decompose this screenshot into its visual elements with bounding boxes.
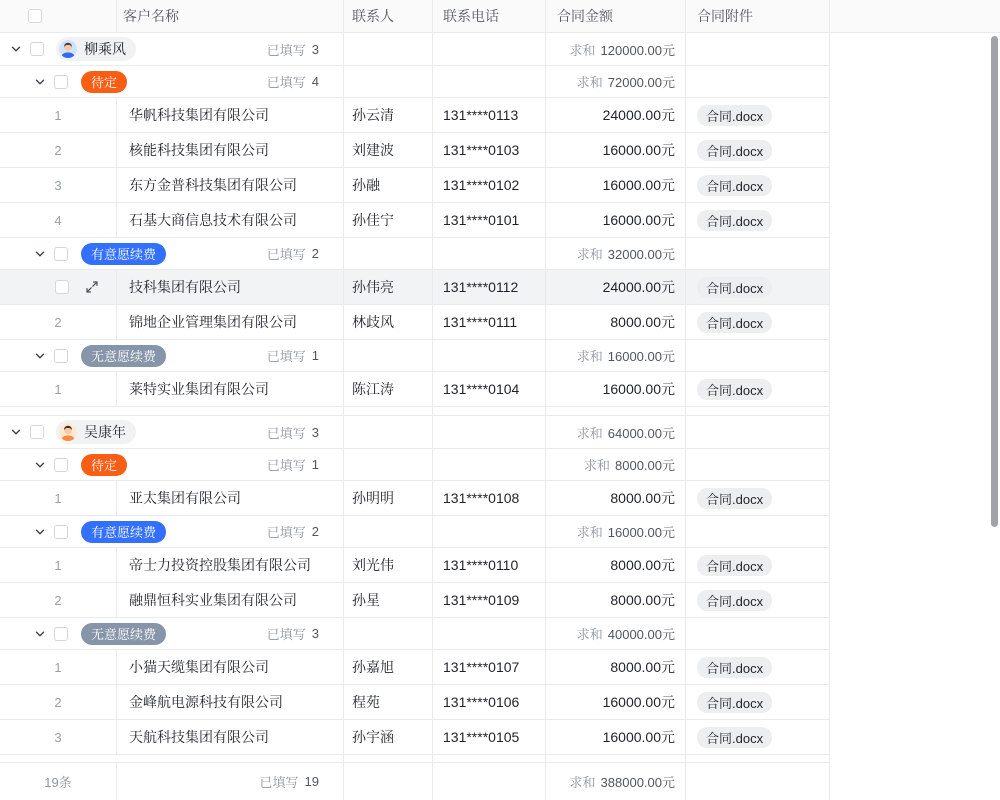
column-header-amount[interactable] [546,0,686,32]
column-header-contact[interactable] [344,0,433,32]
phone-cell[interactable] [433,133,546,167]
contact-name: 孙云清 [352,107,394,123]
vertical-scrollbar[interactable] [991,36,998,527]
contact-name: 陈江涛 [352,381,394,397]
contract-amount: 8000.00元 [610,314,675,330]
group-sum-cell [546,33,686,65]
row-number: 3 [54,177,62,193]
chevron-down-icon[interactable] [10,426,22,438]
row-handle-cell[interactable] [0,481,117,515]
group-checkbox[interactable] [54,75,68,89]
sum-value: 40000.00元 [607,627,675,642]
filled-count-group [267,72,319,91]
select-all-cell [0,0,117,32]
filled-count-group [267,346,319,365]
customer-name-cell[interactable] [117,98,344,132]
contract-amount: 8000.00元 [610,490,675,506]
sum-label: 求和 [583,458,610,473]
column-header-phone[interactable] [433,0,546,32]
status-pill: 无意愿续费 [81,345,166,367]
filled-value: 3 [311,626,319,641]
group-row-status[interactable] [0,516,830,548]
table-rows [0,33,1000,755]
group-row-status[interactable] [0,340,830,372]
filled-count-group [267,244,319,263]
attachment-file[interactable]: 合同.docx [697,555,772,576]
contact-cell[interactable] [344,133,433,167]
row-handle-cell[interactable] [0,133,117,167]
customer-name-cell[interactable] [117,270,344,304]
sum-value: 72000.00元 [607,75,675,90]
chevron-down-icon[interactable] [34,459,46,471]
table-footer [0,763,830,800]
customer-name-cell[interactable] [117,720,344,754]
group-checkbox[interactable] [54,525,68,539]
sum-value: 64000.00元 [607,425,675,441]
table-row[interactable] [0,168,830,203]
attachment-cell[interactable] [686,98,830,132]
attachment-file[interactable]: 合同.docx [697,590,772,611]
company-name: 东方金普科技集团有限公司 [129,177,297,193]
record-count-cell [0,763,117,800]
company-name: 金峰航电源科技有限公司 [129,694,283,710]
row-handle-cell[interactable] [0,372,117,406]
contact-name: 孙伟亮 [352,279,394,295]
group-sum-cell [546,516,686,547]
amount-cell[interactable] [546,685,686,719]
select-all-checkbox[interactable] [28,9,42,23]
attachment-cell[interactable] [686,372,830,406]
filled-label: 已填写 [266,247,306,262]
header-filler [830,0,1000,32]
attachment-file[interactable]: 合同.docx [697,692,772,713]
row-number: 1 [54,107,62,123]
contract-amount: 8000.00元 [610,592,675,608]
footer-sum-cell [546,763,686,800]
contact-cell[interactable] [344,270,433,304]
filled-label: 已填写 [266,349,306,364]
chevron-down-icon[interactable] [34,526,46,538]
phone-number: 131****0108 [443,490,520,506]
contact-cell[interactable] [344,98,433,132]
attachment-cell[interactable] [686,650,830,684]
group-row-status[interactable] [0,66,830,98]
sum-label: 求和 [576,349,603,364]
company-name: 核能科技集团有限公司 [129,142,269,158]
chevron-down-icon[interactable] [34,248,46,260]
status-pill: 无意愿续费 [81,623,166,645]
amount-cell[interactable] [546,168,686,202]
group-row-member[interactable] [0,416,830,449]
attachment-cell[interactable] [686,720,830,754]
contact-cell[interactable] [344,372,433,406]
group-row-status[interactable] [0,449,830,481]
row-number: 2 [54,314,62,330]
row-handle-cell[interactable] [0,548,117,582]
group-sum-cell [546,618,686,649]
column-label: 联系人 [352,8,394,24]
attachment-file[interactable]: 合同.docx [697,379,772,400]
row-handle-cell[interactable] [0,720,117,754]
contact-name: 刘建波 [352,142,394,158]
contact-name: 孙星 [352,592,380,608]
amount-cell[interactable] [546,305,686,339]
avatar-female-icon [59,40,77,58]
attachment-file[interactable]: 合同.docx [697,175,772,196]
group-row-status[interactable] [0,238,830,270]
group-sum-cell [546,416,686,448]
table-header [0,0,1000,33]
phone-cell[interactable] [433,168,546,202]
row-handle-cell[interactable] [0,685,117,719]
table-row[interactable] [0,583,830,618]
avatar-male-icon [59,423,77,441]
phone-number: 131****0104 [443,381,520,397]
contract-amount: 16000.00元 [602,142,675,158]
contract-amount: 16000.00元 [602,381,675,397]
attachment-cell[interactable] [686,133,830,167]
company-name: 天航科技集团有限公司 [129,729,269,745]
customer-name-cell[interactable] [117,372,344,406]
filled-label: 已填写 [266,75,306,90]
table-row[interactable] [0,650,830,685]
row-number: 2 [54,592,62,608]
attachment-file[interactable]: 合同.docx [697,140,772,161]
amount-cell[interactable] [546,98,686,132]
sum-value: 120000.00元 [600,42,675,58]
phone-number: 131****0113 [443,107,519,123]
filled-value: 3 [311,424,319,440]
contact-cell[interactable] [344,720,433,754]
customer-name-cell[interactable] [117,548,344,582]
contact-cell[interactable] [344,685,433,719]
row-handle-cell[interactable] [0,203,117,237]
phone-cell[interactable] [433,98,546,132]
filled-count-group [267,40,319,59]
customer-name-cell[interactable] [117,133,344,167]
row-number: 3 [54,729,62,745]
phone-cell[interactable] [433,481,546,515]
amount-cell[interactable] [546,270,686,304]
sum-label: 求和 [576,247,603,262]
row-number: 2 [54,142,62,158]
attachment-file[interactable]: 合同.docx [697,727,772,748]
company-name: 小猫天缆集团有限公司 [129,659,269,675]
company-name: 融鼎恒科实业集团有限公司 [129,592,297,608]
company-name: 锦地企业管理集团有限公司 [129,314,297,330]
amount-cell[interactable] [546,481,686,515]
contact-cell[interactable] [344,548,433,582]
filled-label: 已填写 [266,525,306,540]
amount-cell[interactable] [546,203,686,237]
contact-name: 孙明明 [352,490,394,506]
table-row[interactable] [0,481,830,516]
attachment-file[interactable]: 合同.docx [697,277,772,298]
phone-number: 131****0106 [443,694,520,710]
group-checkbox[interactable] [30,425,44,439]
filled-value: 1 [311,457,319,472]
expand-record-icon[interactable] [85,280,99,294]
phone-cell[interactable] [433,305,546,339]
column-label: 合同金额 [557,8,613,24]
phone-number: 131****0105 [443,729,520,745]
customer-name-cell[interactable] [117,481,344,515]
phone-cell[interactable] [433,583,546,617]
sum-value: 32000.00元 [607,247,675,262]
filled-value: 3 [311,41,319,57]
group-row-member[interactable] [0,33,830,66]
row-number: 1 [54,490,62,506]
company-name: 石基大商信息技术有限公司 [129,212,297,228]
footer-filled-label: 已填写 [259,775,299,790]
column-header-customer-name[interactable] [117,0,344,32]
phone-cell[interactable] [433,270,546,304]
contract-amount: 8000.00元 [610,557,675,573]
sum-value: 8000.00元 [615,458,675,473]
table-row[interactable] [0,685,830,720]
row-number: 1 [54,381,62,397]
company-name: 亚太集团有限公司 [129,490,241,506]
phone-cell[interactable] [433,720,546,754]
footer-filled-cell [117,763,344,800]
contract-amount: 16000.00元 [602,212,675,228]
attachment-file[interactable]: 合同.docx [697,312,772,333]
sum-label: 求和 [576,525,603,540]
contact-name: 林歧风 [352,314,394,330]
contact-cell[interactable] [344,583,433,617]
member-name: 吴康年 [84,424,126,440]
phone-cell[interactable] [433,548,546,582]
phone-number: 131****0103 [443,142,520,158]
group-sum-cell [546,238,686,269]
column-label: 联系电话 [443,8,499,24]
row-handle-cell[interactable] [0,98,117,132]
row-handle-cell[interactable] [0,168,117,202]
customer-name-cell[interactable] [117,203,344,237]
chevron-down-icon[interactable] [34,628,46,640]
amount-cell[interactable] [546,583,686,617]
row-number: 2 [54,694,62,710]
table-row[interactable] [0,270,830,305]
contact-cell[interactable] [344,168,433,202]
filled-value: 2 [311,524,319,539]
attachment-cell[interactable] [686,583,830,617]
row-handle-cell[interactable] [0,583,117,617]
phone-number: 131****0109 [443,592,520,608]
attachment-cell[interactable] [686,685,830,719]
sum-value: 16000.00元 [607,525,675,540]
attachment-file[interactable]: 合同.docx [697,105,772,126]
table-row[interactable] [0,133,830,168]
column-label: 合同附件 [697,8,753,24]
company-name: 华帆科技集团有限公司 [129,107,269,123]
table-row[interactable] [0,548,830,583]
phone-cell[interactable] [433,685,546,719]
member-pill [56,37,136,61]
contract-amount: 24000.00元 [602,107,675,123]
chevron-down-icon[interactable] [10,43,22,55]
amount-cell[interactable] [546,548,686,582]
contract-amount: 8000.00元 [610,659,675,675]
customer-name-cell[interactable] [117,583,344,617]
sum-label: 求和 [576,75,603,90]
group-checkbox[interactable] [54,349,68,363]
row-handle-cell[interactable] [0,650,117,684]
contact-name: 孙嘉旭 [352,659,394,675]
company-name: 帝士力投资控股集团有限公司 [129,557,311,573]
footer-sum-label: 求和 [569,775,596,790]
row-checkbox[interactable] [55,280,69,294]
contact-cell[interactable] [344,650,433,684]
group-separator [0,407,830,416]
contract-amount: 16000.00元 [602,694,675,710]
chevron-down-icon[interactable] [34,350,46,362]
group-checkbox[interactable] [54,458,68,472]
footer-sum-value: 388000.00元 [600,775,675,790]
status-pill: 待定 [81,71,127,93]
contact-cell[interactable] [344,305,433,339]
filled-label: 已填写 [266,425,306,441]
company-name: 技科集团有限公司 [129,279,241,295]
status-pill: 有意愿续费 [81,521,166,543]
footer-separator [0,755,830,763]
contact-name: 程苑 [352,694,380,710]
table-row[interactable] [0,720,830,755]
group-sum-cell [546,66,686,97]
filled-label: 已填写 [266,627,306,642]
contact-name: 孙宇涵 [352,729,394,745]
contract-amount: 24000.00元 [602,279,675,295]
contact-name: 刘光伟 [352,557,394,573]
table-row[interactable] [0,372,830,407]
member-name: 柳乘风 [84,41,126,57]
member-pill [56,420,136,444]
attachment-file[interactable]: 合同.docx [697,488,772,509]
company-name: 莱特实业集团有限公司 [129,381,269,397]
filled-value: 2 [311,246,319,261]
phone-cell[interactable] [433,650,546,684]
filled-value: 1 [311,348,319,363]
contact-cell[interactable] [344,481,433,515]
column-header-attachment[interactable] [686,0,830,32]
chevron-down-icon[interactable] [34,76,46,88]
attachment-file[interactable]: 合同.docx [697,657,772,678]
phone-number: 131****0102 [443,177,520,193]
phone-number: 131****0107 [443,659,520,675]
attachment-cell[interactable] [686,548,830,582]
sum-label: 求和 [576,425,603,441]
group-row-status[interactable] [0,618,830,650]
customer-name-cell[interactable] [117,305,344,339]
sum-label: 求和 [569,42,596,58]
group-checkbox[interactable] [30,42,44,56]
attachment-file[interactable]: 合同.docx [697,210,772,231]
phone-number: 131****0110 [443,557,519,573]
customer-name-cell[interactable] [117,650,344,684]
attachment-cell[interactable] [686,270,830,304]
attachment-cell[interactable] [686,168,830,202]
phone-number: 131****0111 [443,314,518,330]
column-label: 客户名称 [123,8,179,24]
filled-count-group [267,522,319,541]
filled-count-group [267,455,319,474]
row-number: 1 [54,557,62,573]
contact-name: 孙融 [352,177,380,193]
row-handle-cell[interactable] [0,305,117,339]
contract-amount: 16000.00元 [602,177,675,193]
phone-cell[interactable] [433,203,546,237]
group-checkbox[interactable] [54,627,68,641]
row-number: 4 [54,212,62,228]
amount-cell[interactable] [546,650,686,684]
table-row[interactable] [0,98,830,133]
customer-name-cell[interactable] [117,685,344,719]
contact-cell[interactable] [344,203,433,237]
customer-name-cell[interactable] [117,168,344,202]
sum-value: 16000.00元 [607,349,675,364]
footer-filled-count: 19 [304,774,319,789]
row-handle-cell[interactable] [0,270,117,304]
attachment-cell[interactable] [686,203,830,237]
filled-count-group [267,624,319,643]
contact-name: 孙佳宁 [352,212,394,228]
filled-label: 已填写 [266,458,306,473]
record-count: 19条 [44,775,72,790]
amount-cell[interactable] [546,720,686,754]
phone-number: 131****0101 [443,212,520,228]
phone-number: 131****0112 [443,279,519,295]
filled-count-group [267,423,319,442]
attachment-cell[interactable] [686,481,830,515]
amount-cell[interactable] [546,372,686,406]
table-row[interactable] [0,305,830,340]
status-pill: 有意愿续费 [81,243,166,265]
group-sum-cell [546,340,686,371]
row-number: 1 [54,659,62,675]
group-checkbox[interactable] [54,247,68,261]
filled-value: 4 [311,74,319,89]
group-sum-cell [546,449,686,480]
table-row[interactable] [0,203,830,238]
contract-amount: 16000.00元 [602,729,675,745]
status-pill: 待定 [81,454,127,476]
phone-cell[interactable] [433,372,546,406]
amount-cell[interactable] [546,133,686,167]
sum-label: 求和 [576,627,603,642]
attachment-cell[interactable] [686,305,830,339]
filled-label: 已填写 [266,42,306,58]
